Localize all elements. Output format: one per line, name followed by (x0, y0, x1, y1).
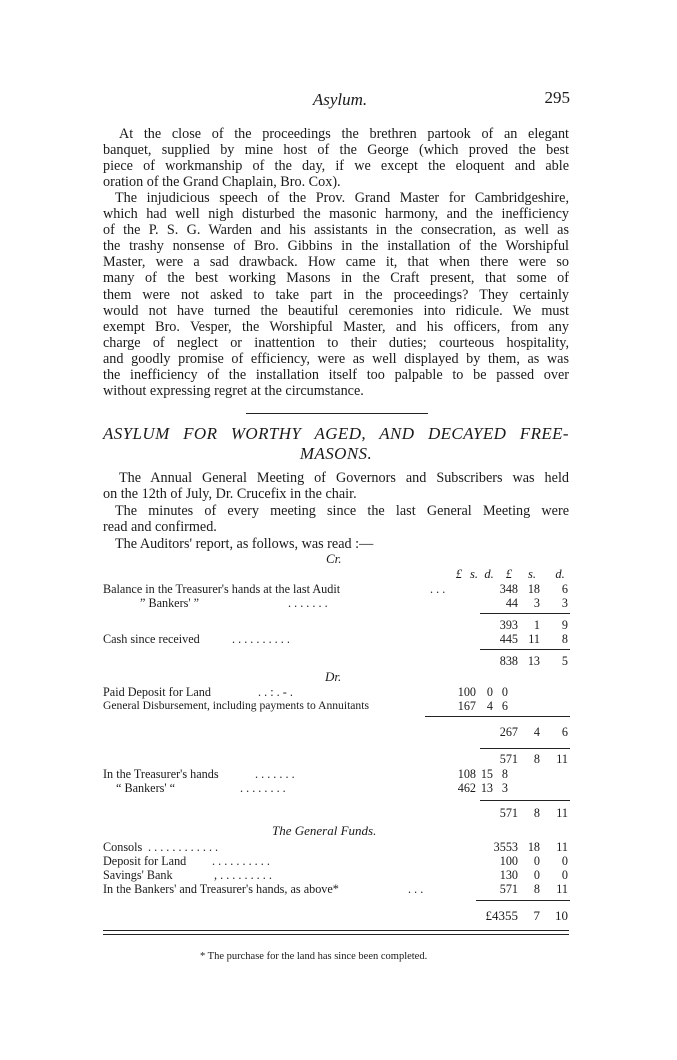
grand-total-pounds: £4355 (485, 908, 518, 923)
paragraph-auditors (103, 536, 569, 552)
amount-pence: 11 (556, 840, 568, 854)
ledger-label: Paid Deposit for Land (103, 685, 211, 699)
section-divider (246, 413, 428, 414)
text-line: The Auditors' report, as follows, was read :— (115, 536, 374, 552)
ledger-label: Deposit for Land (103, 854, 187, 868)
sum-rule (476, 900, 570, 901)
amount-pence: 6 (561, 725, 568, 739)
amount-pounds: 100 (499, 854, 518, 868)
amount-pence: 3 (501, 781, 508, 795)
ledger-label: Cash since received (103, 632, 200, 646)
amount-shillings: 0 (533, 854, 540, 868)
leader-dots: . . . (430, 582, 446, 596)
amount-pence: 8 (561, 632, 568, 646)
footnote-rule (103, 930, 569, 931)
text-line: many of the best working Masons in the Craft present, that some of (103, 270, 569, 287)
text-line: of the P. S. G. Warden and his assistants in the consecration, as well as (103, 222, 569, 239)
amount-pounds: 571 (499, 752, 518, 766)
text-line: exempt Bro. Vesper, the Worshipful Master, and his officers, from any (103, 318, 569, 335)
amount-pence: 11 (556, 882, 568, 896)
grand-total-pence: 10 (555, 908, 568, 923)
amount-shillings: 13 (527, 654, 540, 668)
leader-dots: . . . . . . . . . . (212, 854, 270, 868)
text-line: The injudicious speech of the Prov. Grand Master for Cambridgeshire, (115, 190, 569, 206)
amount-shillings: 8 (533, 806, 540, 820)
amount-pounds: 108 (457, 767, 476, 781)
text-line: them were not asked to take part in the proceedings? They certainly (103, 286, 569, 303)
ledger-label: Savings' Bank (103, 868, 173, 882)
heading-line: MASONS. (299, 444, 373, 463)
amount-pence: 11 (556, 752, 568, 766)
text-line: banquet, supplied by mine host of the George (which proved the best (103, 142, 569, 159)
text-line: The minutes of every meeting since the last General Meeting were (115, 503, 569, 519)
text-line: charge of neglect or inattention to their duties; courteous hospitality, (103, 334, 569, 351)
amount-shillings: 1 (533, 618, 540, 632)
paragraph-banquet (103, 126, 569, 190)
section-heading (103, 424, 569, 464)
leader-dots: . . . . . . . (288, 596, 328, 610)
amount-shillings: 13 (480, 781, 493, 795)
text-line: The Annual General Meeting of Governors and Subscribers was held (119, 470, 569, 486)
amount-pounds: 44 (505, 596, 518, 610)
sum-rule (480, 748, 570, 749)
text-line: At the close of the proceedings the brethren partook of an elegant (119, 126, 569, 142)
amount-shillings: 0 (533, 868, 540, 882)
ledger-label: “ Bankers' “ (116, 781, 176, 795)
text-line: piece of workmanship of the day, if we except the eloquent and able (103, 158, 569, 175)
text-line: and goodly promise of efficiency, were as well displayed by them, as was (103, 350, 569, 367)
text-line: which had well nigh disturbed the masonic harmony, and the inefficiency (103, 206, 569, 223)
funds-heading: The General Funds. (272, 823, 377, 838)
pence-header: d. (555, 567, 565, 581)
text-line: on the 12th of July, Dr. Crucefix in the chair. (103, 486, 357, 503)
text-line: without expressing regret at the circumstance. (103, 383, 364, 400)
leader-dots: . . . . . . . . . . (232, 632, 290, 646)
amount-pence: 0 (501, 685, 508, 699)
sum-rule (480, 800, 570, 801)
amount-pounds: 571 (499, 806, 518, 820)
amount-pence: 11 (556, 806, 568, 820)
ledger-label: In the Treasurer's hands (103, 767, 219, 781)
amount-pounds: 130 (499, 868, 518, 882)
leader-dots: . . . . . . . . (240, 781, 286, 795)
ledger-label: Consols (103, 840, 143, 854)
dr-heading: Dr. (325, 669, 342, 684)
amount-pence: 9 (561, 618, 568, 632)
cr-heading: Cr. (326, 551, 342, 566)
text-line: the trashy nonsense of Bro. Gibbins in the installation of the Worshipful (103, 238, 569, 255)
amount-shillings: 8 (533, 752, 540, 766)
heading-line: ASYLUM FOR WORTHY AGED, AND DECAYED FREE- (103, 424, 569, 443)
sum-rule (480, 613, 570, 614)
paragraph-meeting (103, 470, 569, 502)
page-number: 295 (544, 88, 570, 107)
amount-pence: 6 (501, 699, 508, 713)
amount-pounds: 571 (499, 882, 518, 896)
ledger-label: In the Bankers' and Treasurer's hands, as above* (103, 882, 339, 896)
leader-dots: . . . . . . . . . . . . (148, 840, 219, 854)
amount-shillings: 8 (533, 882, 540, 896)
amount-pounds: 462 (457, 781, 476, 795)
text-line: read and confirmed. (103, 519, 217, 536)
amount-pence: 6 (561, 582, 568, 596)
amount-shillings: 15 (480, 767, 493, 781)
amount-pence: 8 (501, 767, 508, 781)
amount-shillings: 0 (486, 685, 493, 699)
pence-header: d. (484, 567, 494, 581)
leader-dots: , . . . . . . . . . (214, 868, 272, 882)
amount-pounds: 445 (499, 632, 518, 646)
ledger-label: Balance in the Treasurer's hands at the last Audit (103, 582, 341, 596)
leader-dots: . . . (408, 882, 424, 896)
shillings-header: s. (528, 567, 536, 581)
pounds-header: £ (505, 567, 513, 581)
footnote-rule (103, 934, 569, 935)
pounds-header: £ (455, 567, 463, 581)
sum-rule (425, 716, 570, 717)
text-line: Master, were a sad drawback. How came it, that when there were so (103, 254, 569, 271)
amount-pounds: 393 (499, 618, 518, 632)
amount-shillings: 11 (528, 632, 540, 646)
leader-dots: . . : . - . (258, 685, 293, 699)
paragraph-speech (103, 190, 569, 399)
amount-shillings: 18 (527, 840, 540, 854)
amount-shillings: 4 (533, 725, 540, 739)
amount-shillings: 3 (533, 596, 540, 610)
text-line: the inefficiency of the installation itself too palpable to be passed over (103, 367, 569, 384)
grand-total-shillings: 7 (533, 908, 540, 923)
amount-pounds: 838 (499, 654, 518, 668)
amount-pence: 5 (561, 654, 568, 668)
amount-shillings: 4 (486, 699, 493, 713)
text-line: oration of the Grand Chaplain, Bro. Cox). (103, 174, 341, 191)
footnote: * The purchase for the land has since been completed. (200, 951, 428, 962)
shillings-header: s. (470, 567, 478, 581)
paragraph-minutes (103, 503, 569, 535)
amount-shillings: 18 (527, 582, 540, 596)
amount-pounds: 167 (457, 699, 476, 713)
amount-pounds: 267 (499, 725, 518, 739)
amount-pounds: 100 (457, 685, 476, 699)
amount-pence: 0 (561, 868, 568, 882)
text-line: would not have turned the beautiful ceremonies into ridicule. We must (103, 302, 569, 319)
running-title: Asylum. (312, 90, 368, 109)
leader-dots: . . . . . . . (255, 767, 295, 781)
amount-pounds: 348 (499, 582, 518, 596)
amount-pence: 3 (561, 596, 568, 610)
amount-pounds: 3553 (493, 840, 518, 854)
sum-rule (480, 649, 570, 650)
ledger-label: ” Bankers' ” (140, 596, 200, 610)
ledger-label: General Disbursement, including payments to Annuitants (103, 699, 369, 712)
amount-pence: 0 (561, 854, 568, 868)
